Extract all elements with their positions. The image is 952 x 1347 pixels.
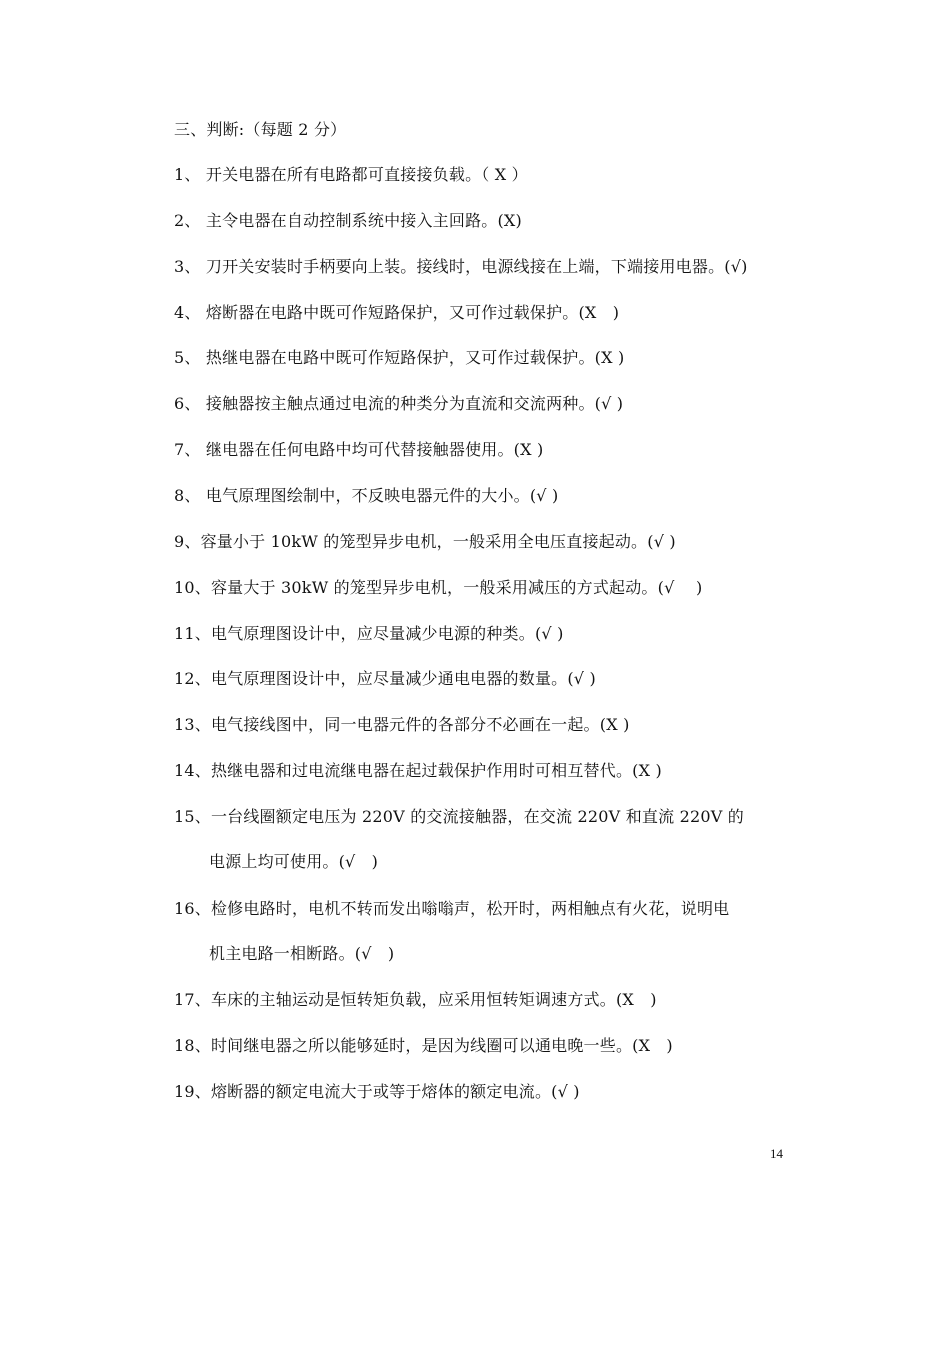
question-2: 2、 主令电器在自动控制系统中接入主回路。(X) <box>174 211 522 230</box>
question-8: 8、 电气原理图绘制中，不反映电器元件的大小。(√ ) <box>174 486 559 505</box>
question-12: 12、电气原理图设计中，应尽量减少通电电器的数量。(√ ) <box>174 669 596 688</box>
question-16: 16、检修电路时，电机不转而发出嗡嗡声，松开时，两相触点有火花，说明电 <box>174 899 730 918</box>
question-4: 4、 熔断器在电路中既可作短路保护，又可作过载保护。(X ) <box>174 303 620 322</box>
question-15: 15、一台线圈额定电压为 220V 的交流接触器，在交流 220V 和直流 220V 的 <box>174 807 744 826</box>
question-9: 9、容量小于 10kW 的笼型异步电机，一般采用全电压直接起动。(√ ) <box>174 532 676 551</box>
question-18: 18、时间继电器之所以能够延时，是因为线圈可以通电晚一些。(X ) <box>174 1036 673 1055</box>
page-number: 14 <box>770 1146 783 1161</box>
question-19: 19、熔断器的额定电流大于或等于熔体的额定电流。(√ ) <box>174 1082 580 1101</box>
section-heading: 三、判断:（每题 2 分） <box>174 120 347 139</box>
question-10: 10、容量大于 30kW 的笼型异步电机，一般采用减压的方式起动。(√ ) <box>174 578 703 597</box>
question-16-continuation: 机主电路一相断路。(√ ) <box>209 944 395 963</box>
question-11: 11、电气原理图设计中，应尽量减少电源的种类。(√ ) <box>174 624 564 643</box>
question-6: 6、 接触器按主触点通过电流的种类分为直流和交流两种。(√ ) <box>174 394 624 413</box>
question-3: 3、 刀开关安装时手柄要向上装。接线时，电源线接在上端，下端接用电器。(√) <box>174 257 748 276</box>
question-17: 17、车床的主轴运动是恒转矩负载，应采用恒转矩调速方式。(X ) <box>174 990 657 1009</box>
question-7: 7、 继电器在任何电路中均可代替接触器使用。(X ) <box>174 440 544 459</box>
question-14: 14、热继电器和过电流继电器在起过载保护作用时可相互替代。(X ) <box>174 761 662 780</box>
question-13: 13、电气接线图中，同一电器元件的各部分不必画在一起。(X ) <box>174 715 630 734</box>
question-5: 5、 热继电器在电路中既可作短路保护，又可作过载保护。(X ) <box>174 348 625 367</box>
question-1: 1、 开关电器在所有电路都可直接接负载。（ X ） <box>174 165 528 184</box>
question-15-continuation: 电源上均可使用。(√ ) <box>209 852 379 871</box>
